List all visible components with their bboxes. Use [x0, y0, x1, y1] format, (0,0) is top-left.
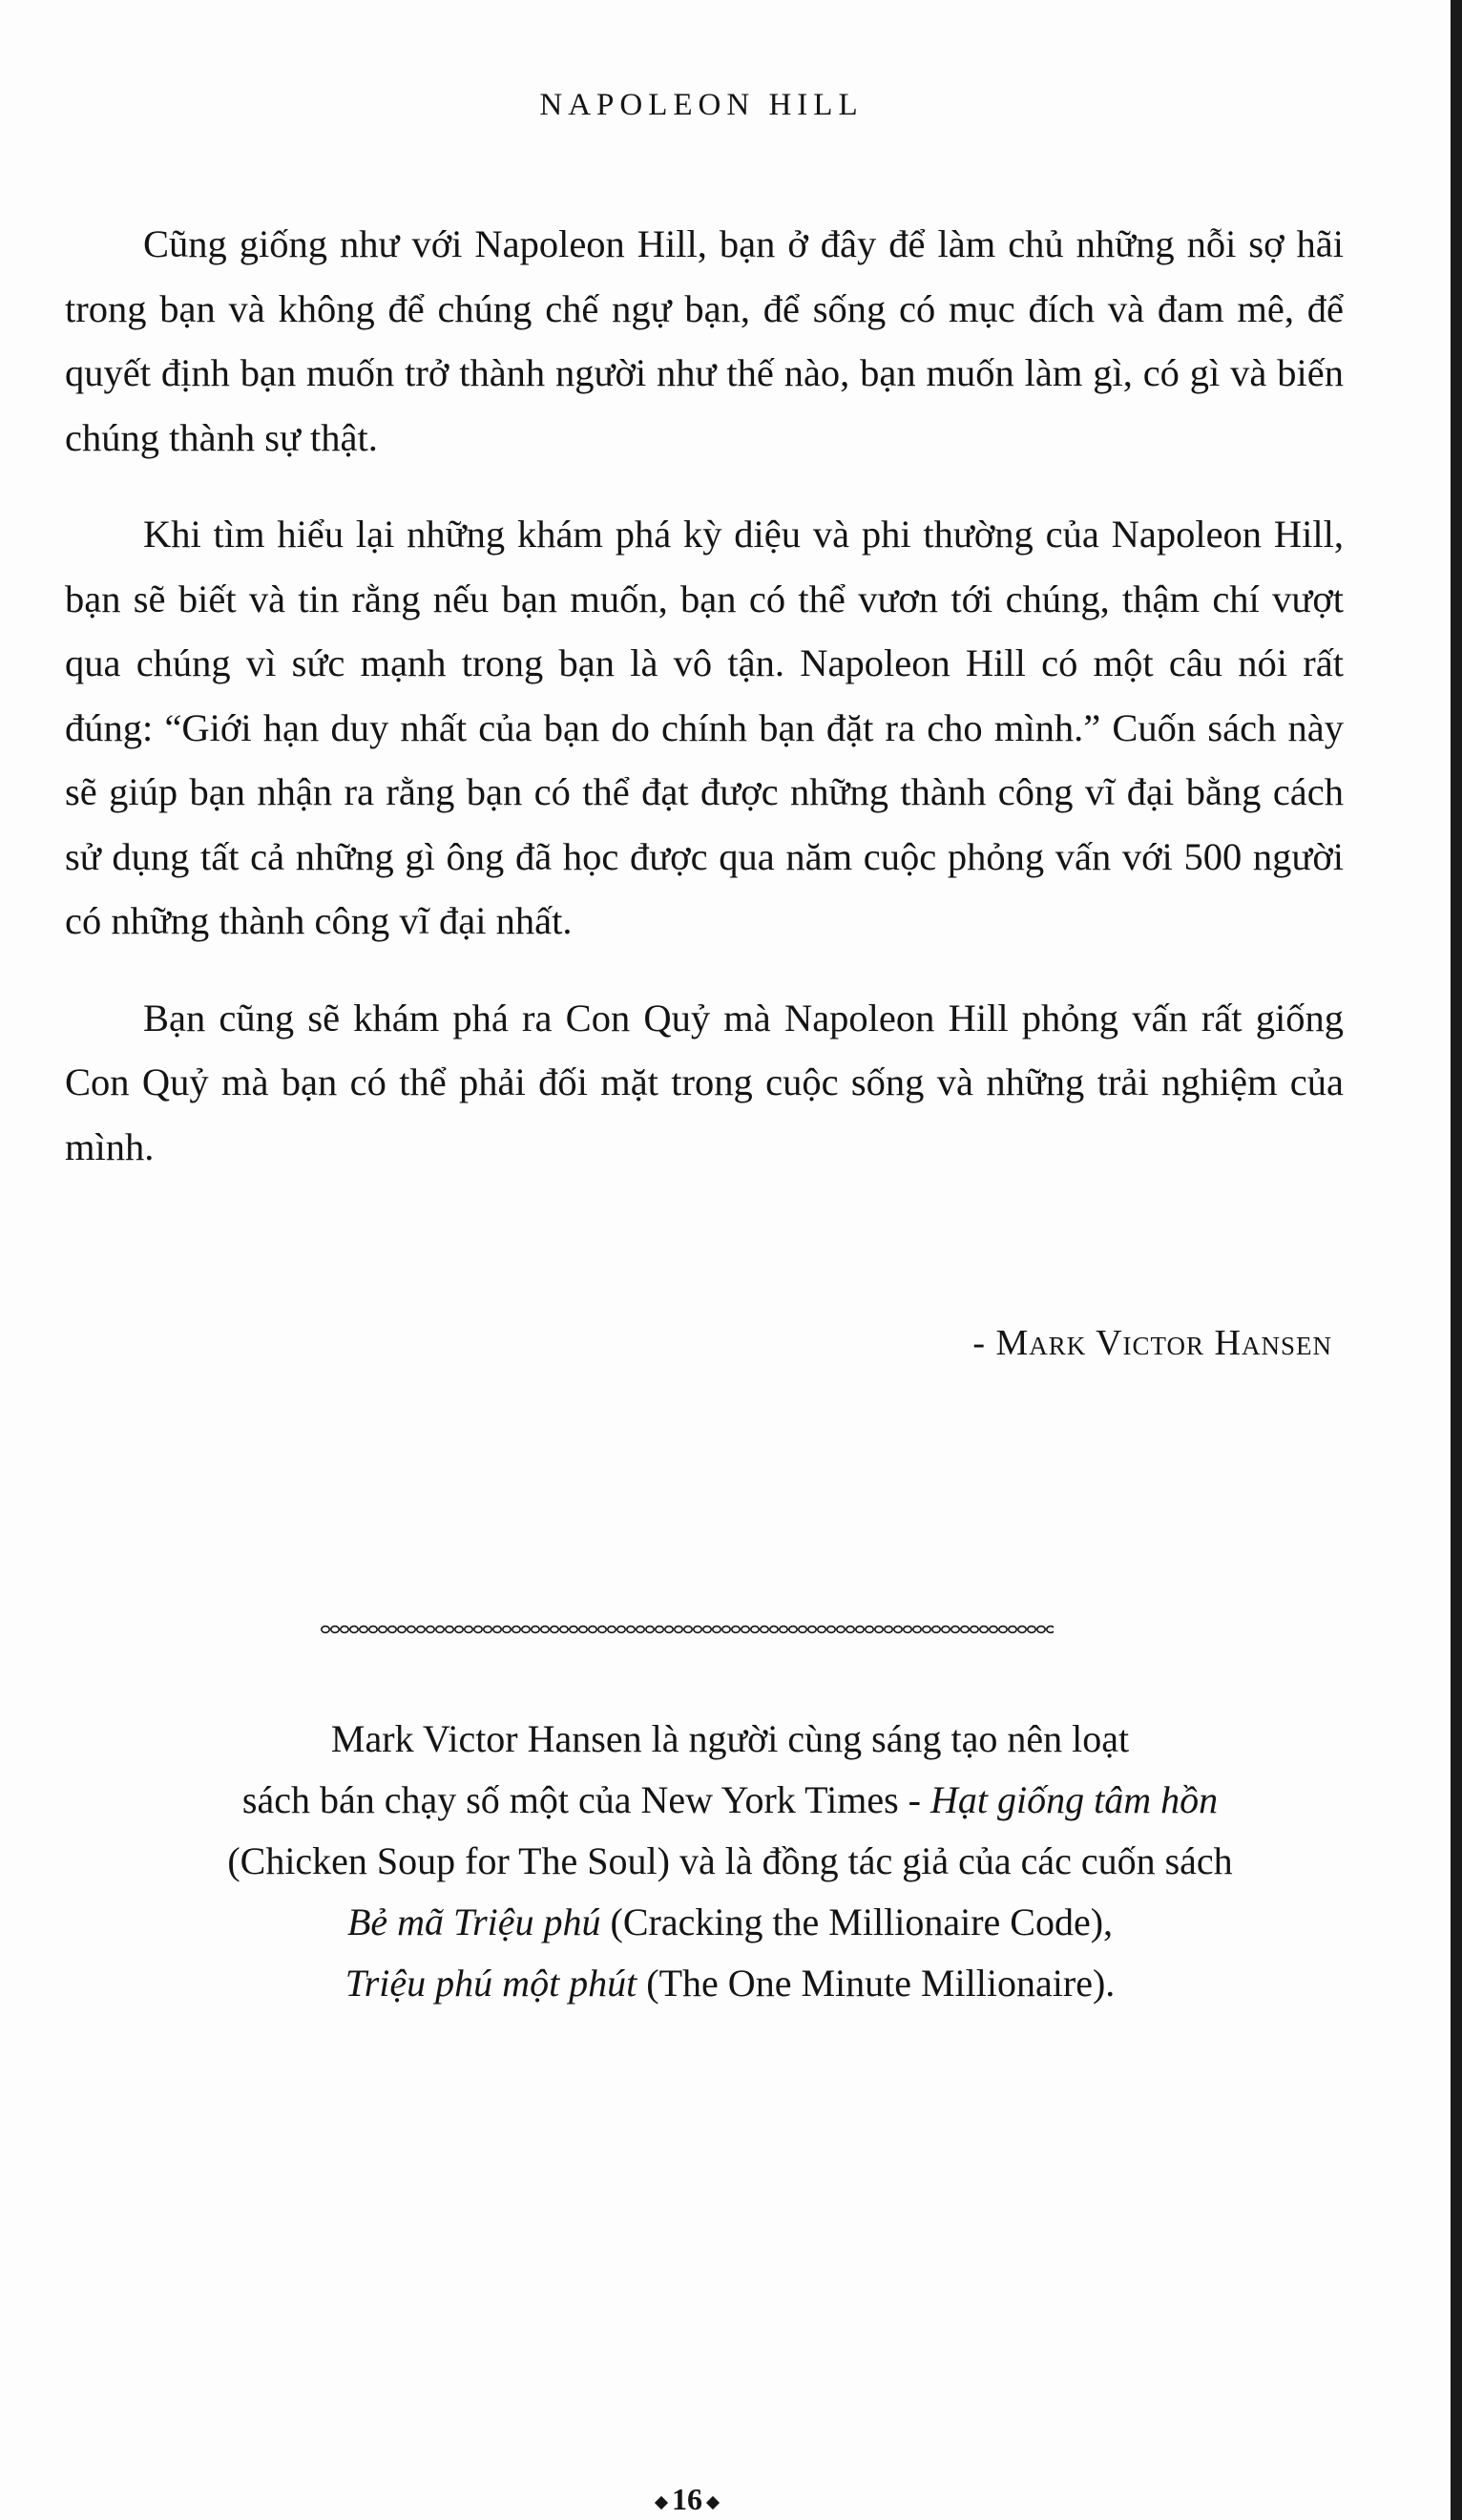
paragraph-1: Cũng giống như với Napoleon Hill, bạn ở đây để làm chủ những nỗi sợ hãi trong bạn và không để chúng chế ngự bạn, để sống có mục đích và đam mê, để quyết định bạn muốn trở thành người như thế nào, bạn muốn làm gì, có gì và biến chúng thành sự thật.: [65, 222, 1344, 459]
bio-title-trieu-phu: Triệu phú một phút: [345, 1962, 637, 2005]
bio-line-5-text: (The One Minute Millionaire).: [637, 1962, 1116, 2005]
diamond-ornament-right: [706, 2496, 720, 2510]
page-number: [0, 2482, 1374, 2517]
ornamental-divider: [321, 1623, 1054, 1636]
bio-title-be-ma: Bẻ mã Triệu phú: [346, 1900, 601, 1943]
author-bio: [115, 1709, 1346, 2014]
diamond-ornament-left: [655, 2496, 668, 2510]
paragraph-2: Khi tìm hiểu lại những khám phá kỳ diệu và phi thường của Napoleon Hill, bạn sẽ biết và tin rằng nếu bạn muốn, bạn có thể vươn tới chúng, thậm chí vượt qua chúng vì sức mạnh trong bạn là vô tận. Napoleon Hill có một câu nói rất đúng: “Giới hạn duy nhất của bạn do chính bạn đặt ra cho mình.” Cuốn sách này sẽ giúp bạn nhận ra rằng bạn có thể đạt được những thành công vĩ đại bằng cách sử dụng tất cả những gì ông đã học được qua năm cuộc phỏng vấn với 500 người có những thành công vĩ đại nhất.: [65, 513, 1344, 942]
bio-line-4-text: (Cracking the Millionaire Code),: [600, 1900, 1114, 1943]
bio-line-2-text: sách bán chạy số một của New York Times -: [241, 1778, 930, 1821]
bio-title-hat-giong: Hạt giống tâm hồn: [929, 1778, 1219, 1821]
page-number-value: 16: [672, 2482, 702, 2516]
author-signature: - Mark Victor Hansen: [972, 1323, 1332, 1363]
bio-line-3: (Chicken Soup for The Soul) và là đồng tác giả của các cuốn sách: [227, 1839, 1233, 1882]
bio-line-1: Mark Victor Hansen là người cùng sáng tạo nên loạt: [330, 1717, 1130, 1760]
bio-line-5: [115, 1953, 1346, 2014]
running-head: NAPOLEON HILL: [539, 88, 864, 122]
page-edge-shadow: [1451, 0, 1462, 2520]
main-text: [65, 212, 1344, 1211]
bio-line-4: [115, 1892, 1346, 1953]
paragraph-3: Bạn cũng sẽ khám phá ra Con Quỷ mà Napoleon Hill phỏng vấn rất giống Con Quỷ mà bạn có thể phải đối mặt trong cuộc sống và những trải nghiệm của mình.: [65, 996, 1344, 1168]
bio-line-2: [115, 1770, 1346, 1831]
